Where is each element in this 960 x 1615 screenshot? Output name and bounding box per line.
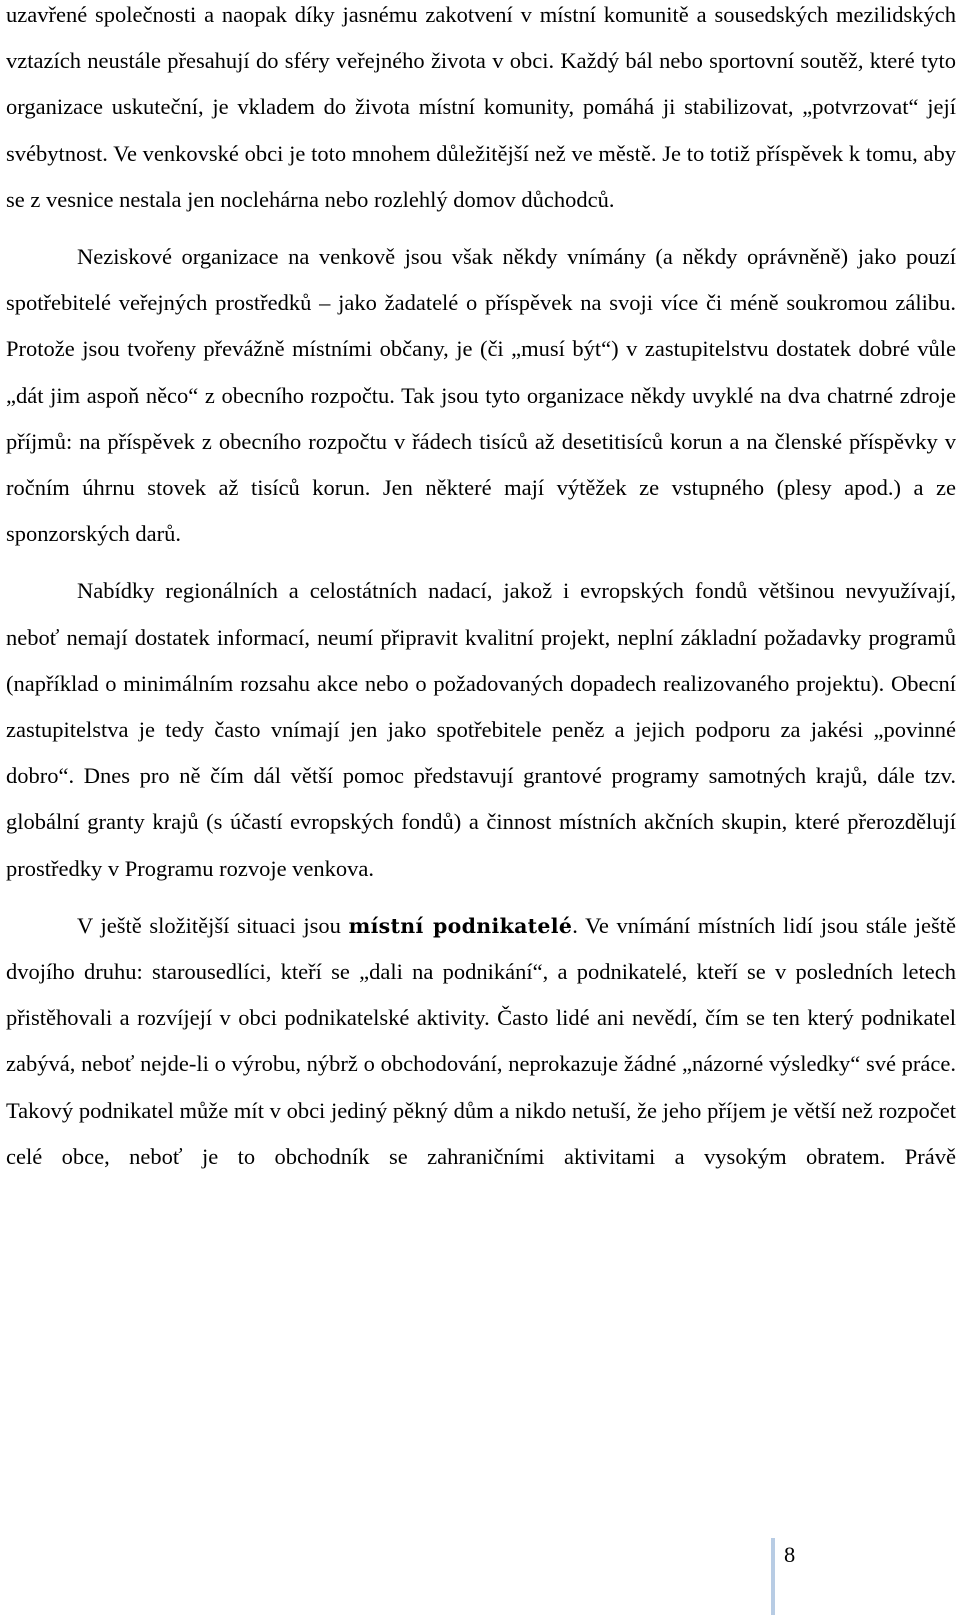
paragraph-4-text-end: . Ve vnímání místních lidí jsou stále ještě dvojího druhu: starousedlíci, kteří se „dali na podnikání“, a podnikatelé, kteří se v posledních letech přistěhovali a rozvíjejí v obci podnikatelské aktivity. Často lidé ani nevědí, čím se ten který podnikatel zabývá, neboť nejde-li o výrobu, nýbrž o obchodování, neprokazuje žádné „názorné výsledky“ své práce. Takový podnikatel může mít v obci jediný pěkný dům a nikdo netuší, že jeho příjem je větší než rozpočet celé obce, neboť je to obchodník se zahraničními aktivitami a vysokým obratem. Právě <box>6 912 956 1169</box>
paragraph-4-text-start: V ještě složitější situaci jsou <box>77 912 349 938</box>
paragraph-1 <box>6 0 956 223</box>
document-body <box>6 0 956 1180</box>
paragraph-1-text: uzavřené společnosti a naopak díky jasnému zakotvení v místní komunitě a sousedských mezilidských vztazích neustále přesahují do sféry veřejného života v obci. Každý bál nebo sportovní soutěž, které tyto organizace uskuteční, je vkladem do života místní komunity, pomáhá ji stabilizovat, „potvrzovat“ její svébytnost. Ve venkovské obci je toto mnohem důležitější než ve městě. Je to totiž příspěvek k tomu, aby se z vesnice nestala jen noclehárna nebo rozlehlý domov důchodců. <box>6 2 956 212</box>
paragraph-2-text: Neziskové organizace na venkově jsou však někdy vnímány (a někdy oprávněně) jako pouzí spotřebitelé veřejných prostředků – jako žadatelé o příspěvek na svoji více či méně soukromou zálibu. Protože jsou tvořeny převážně místními občany, je (či „musí být“) v zastupitelstvu dostatek dobré vůle „dát jim aspoň něco“ z obecního rozpočtu. Tak jsou tyto organizace někdy uvyklé na dva chatrné zdroje příjmů: na příspěvek z obecního rozpočtu v řádech tisíců až desetitisíců korun a na členské příspěvky v ročním úhrnu stovek až tisíců korun. Jen některé mají výtěžek ze vstupného (plesy apod.) a ze sponzorských darů. <box>6 244 956 547</box>
page-footer <box>771 1538 831 1602</box>
page-number: 8 <box>784 1542 796 1567</box>
paragraph-3-text: Nabídky regionálních a celostátních nadací, jakož i evropských fondů většinou nevyužívají, neboť nemají dostatek informací, neumí připravit kvalitní projekt, neplní základní požadavky programů (například o minimálním rozsahu akce nebo o požadovaných dopadech realizovaného projektu). Obecní zastupitelstva je tedy často vnímají jen jako spotřebitele peněz a jejich podporu za jakési „povinné dobro“. Dnes pro ně čím dál větší pomoc představují grantové programy samotných krajů, dále tzv. globální granty krajů (s účastí evropských fondů) a činnost místních akčních skupin, které přerozdělují prostředky v Programu rozvoje venkova. <box>6 578 956 881</box>
paragraph-3 <box>6 568 956 891</box>
paragraph-2 <box>6 234 956 557</box>
paragraph-4-bold-term: místní podnikatelé <box>348 913 573 938</box>
paragraph-4 <box>6 903 956 1180</box>
footer-vertical-rule <box>771 1538 775 1615</box>
